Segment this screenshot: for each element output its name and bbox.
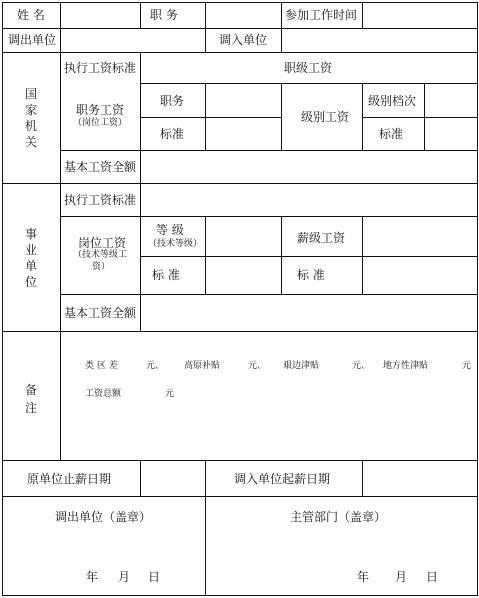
note-remote-allowance-label: 艰边津贴 (283, 361, 320, 371)
gov-post-wage-sub: （岗位工资） (73, 118, 128, 128)
gov-grade-standard-label: 标准 (379, 127, 404, 141)
inst-standard-label: 标 准 (152, 268, 180, 282)
inst-exec-standard-field[interactable] (141, 184, 477, 216)
gov-position-field[interactable] (206, 84, 281, 117)
to-unit-label: 调入单位 (219, 33, 268, 47)
note-total-wage-label: 工资总额 (85, 389, 122, 399)
stop-date-label: 原单位止薪日期 (27, 472, 112, 486)
note-regional-diff-label: 类 区 差 (85, 361, 118, 371)
inst-salary-scale-field[interactable] (363, 217, 477, 256)
rule (281, 2, 282, 28)
rule (205, 460, 206, 496)
note-remote-allowance-unit: 元、 (352, 361, 371, 371)
inst-grade-label: 等 级 (156, 223, 184, 237)
note-plateau-subsidy-unit: 元、 (248, 361, 267, 371)
inst-section-label: 事 业 单 位 (24, 227, 37, 289)
inst-base-total-field[interactable] (141, 295, 477, 331)
dept-seal-label: 主管部门（盖章） (290, 510, 387, 524)
gov-rank-wage-label: 职级工资 (284, 61, 333, 75)
seal-date-day-right: 日 (426, 570, 439, 584)
name-label: 姓 名 (17, 8, 45, 22)
gov-grade-level-field[interactable] (425, 84, 477, 117)
seal-date-month-left: 月 (118, 570, 131, 584)
gov-standard-field[interactable] (206, 118, 281, 150)
inst-post-wage-sub-2: 资） (92, 262, 111, 272)
gov-section-label: 国 家 机 关 (24, 87, 37, 149)
rule (205, 496, 206, 596)
work-start-field[interactable] (363, 3, 477, 28)
rule (140, 2, 141, 28)
note-regional-diff-unit: 元、 (146, 361, 165, 371)
rule (2, 52, 477, 53)
rule (2, 496, 477, 497)
from-unit-seal-label: 调出单位（盖章） (55, 510, 152, 524)
inst-salary-standard-label: 标 准 (297, 268, 325, 282)
gov-position-label: 职务 (160, 94, 185, 108)
gov-base-total-label: 基本工资全额 (64, 160, 137, 174)
inst-post-wage-sub-1: （技术等级工 (73, 250, 128, 260)
notes-section-label: 备 注 (24, 383, 37, 415)
rule (205, 28, 206, 52)
start-date-label: 调入单位起薪日期 (234, 472, 331, 486)
gov-post-wage-label: 职务工资 (76, 103, 125, 117)
gov-grade-standard-field[interactable] (425, 118, 477, 150)
gov-standard-label: 标准 (160, 127, 185, 141)
from-unit-label: 调出单位 (8, 33, 57, 47)
start-date-field[interactable] (363, 461, 477, 496)
inst-post-wage-label: 岗位工资 (78, 236, 127, 250)
seal-date-month-right: 月 (395, 570, 408, 584)
rule (281, 83, 282, 150)
inst-exec-standard-label: 执行工资标准 (64, 193, 137, 207)
gov-exec-standard-label: 执行工资标准 (64, 61, 137, 75)
position-field[interactable] (206, 3, 281, 28)
name-field[interactable] (61, 3, 140, 28)
stop-date-field[interactable] (141, 461, 205, 496)
gov-grade-wage-label: 级别工资 (301, 110, 350, 124)
inst-salary-standard-field[interactable] (363, 257, 477, 294)
rule (2, 595, 477, 596)
rule (281, 216, 282, 294)
note-local-allowance-unit: 元 (462, 361, 472, 371)
inst-grade-field[interactable] (206, 217, 281, 256)
inst-standard-field[interactable] (206, 257, 281, 294)
seal-date-day-left: 日 (148, 570, 161, 584)
note-plateau-subsidy-label: 高原补贴 (184, 361, 221, 371)
from-unit-field[interactable] (61, 29, 205, 52)
position-label: 职 务 (150, 8, 178, 22)
seal-date-year-right: 年 (357, 570, 370, 584)
note-local-allowance-label: 地方性津贴 (383, 361, 429, 371)
inst-salary-scale-label: 薪级工资 (297, 231, 346, 245)
to-unit-field[interactable] (282, 29, 477, 52)
inst-grade-sub: （技术等级） (148, 239, 203, 249)
rule (477, 2, 478, 596)
note-total-wage-unit: 元 (165, 389, 175, 399)
gov-base-total-field[interactable] (141, 151, 477, 183)
inst-base-total-label: 基本工资全额 (64, 306, 137, 320)
seal-date-year-left: 年 (86, 570, 99, 584)
rule (2, 2, 3, 596)
rule (362, 83, 363, 150)
work-start-label: 参加工作时间 (285, 8, 358, 22)
gov-grade-level-label: 级别档次 (368, 94, 417, 108)
notes-field[interactable] (61, 332, 477, 460)
